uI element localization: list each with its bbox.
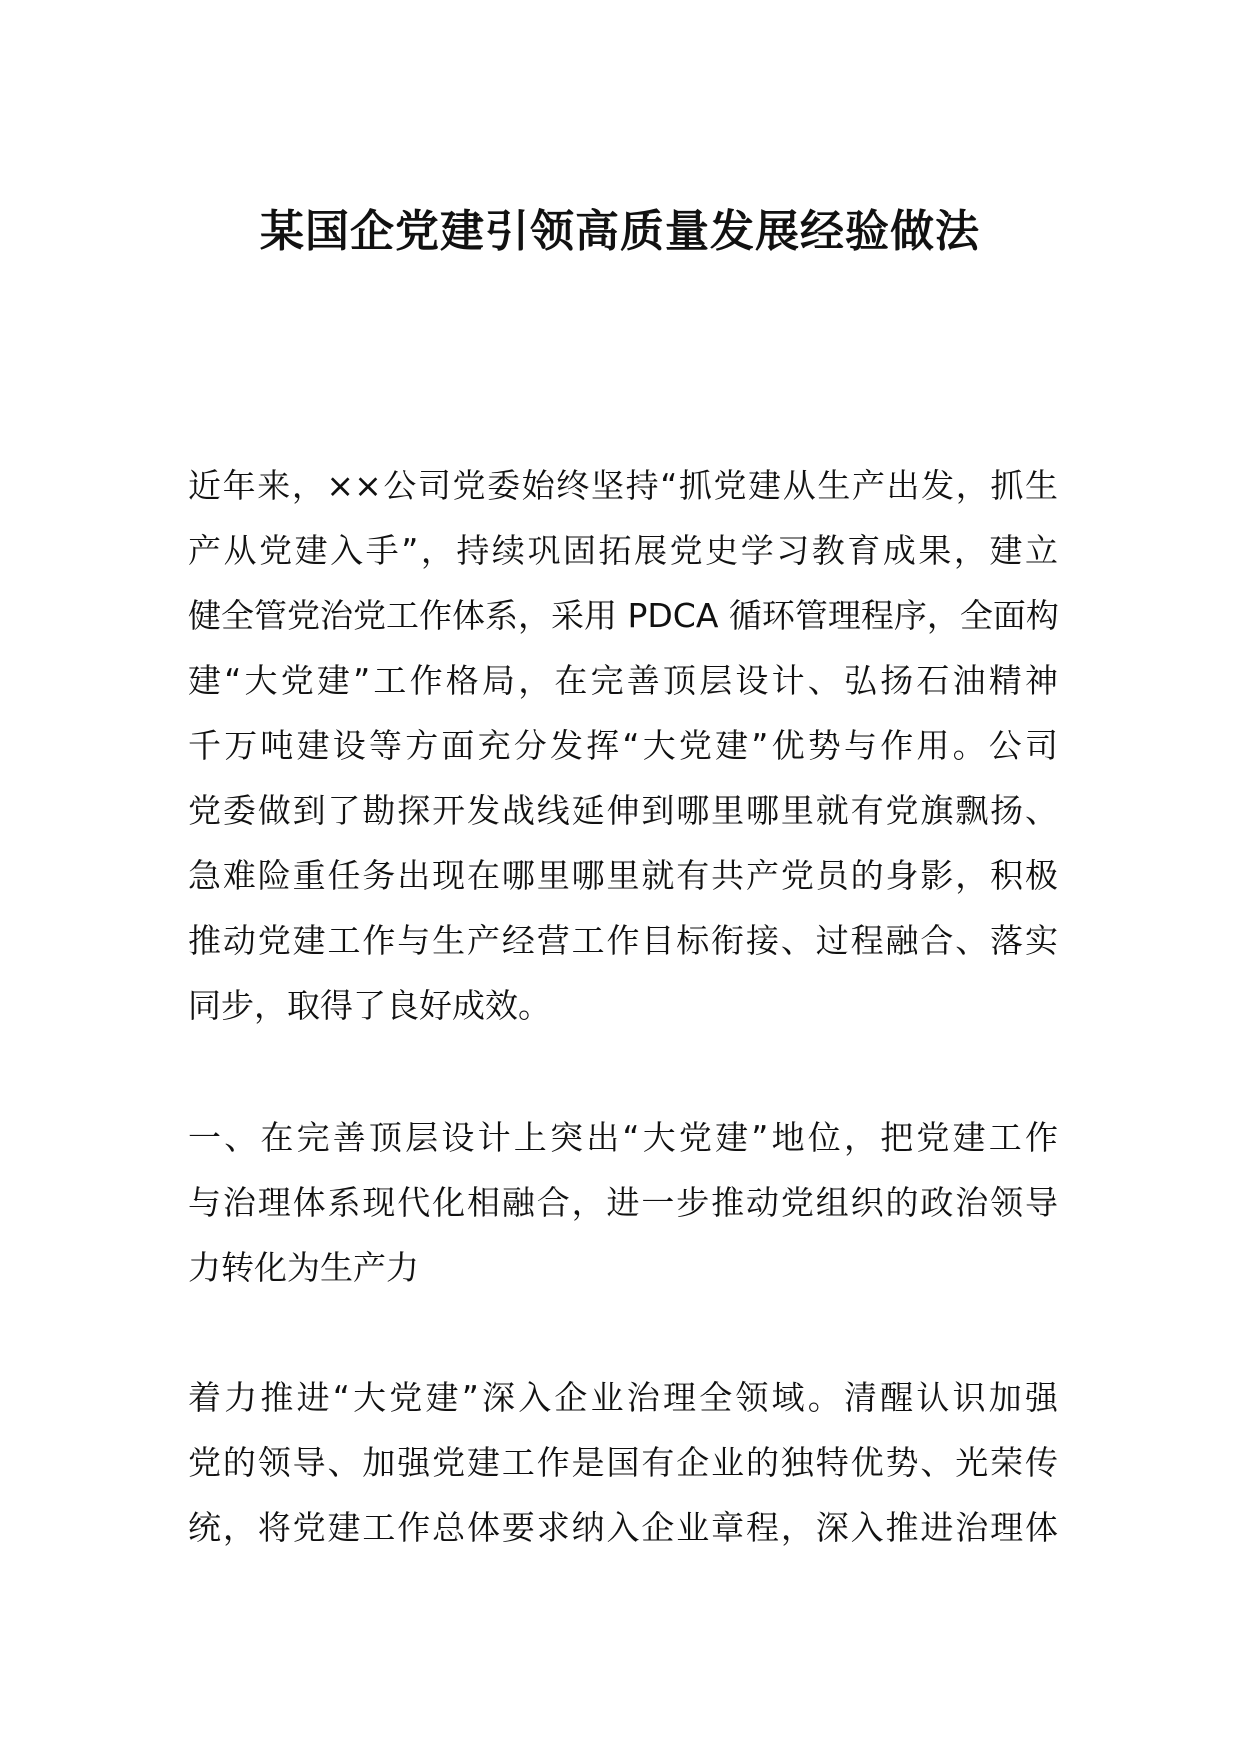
text-line: 统，将党建工作总体要求纳入企业章程，深入推进治理体 [188, 1508, 1058, 1547]
text-line: 一、在完善顶层设计上突出“大党建”地位，把党建工作 [188, 1118, 1058, 1157]
text-line: 同步，取得了良好成效。 [188, 986, 551, 1025]
text-line: 近年来，××公司党委始终坚持“抓党建从生产出发，抓生 [188, 466, 1058, 505]
text-line: 党委做到了勘探开发战线延伸到哪里哪里就有党旗飘扬、 [188, 791, 1058, 830]
intro-paragraph [188, 453, 1058, 1038]
text-line: 推动党建工作与生产经营工作目标衔接、过程融合、落实 [188, 921, 1058, 960]
text-line: 建“大党建”工作格局，在完善顶层设计、弘扬石油精神 [188, 661, 1058, 700]
document-title: 某国企党建引领高质量发展经验做法 [260, 206, 980, 257]
text-line: 健全管党治党工作体系，采用 PDCA 循环管理程序，全面构 [188, 596, 1059, 635]
section-heading [188, 1105, 1058, 1300]
text-line: 产从党建入手”，持续巩固拓展党史学习教育成果，建立 [188, 531, 1058, 570]
text-line: 着力推进“大党建”深入企业治理全领域。清醒认识加强 [188, 1378, 1058, 1417]
text-line: 千万吨建设等方面充分发挥“大党建”优势与作用。公司 [188, 726, 1058, 765]
text-line: 力转化为生产力 [188, 1248, 419, 1287]
text-line: 急难险重任务出现在哪里哪里就有共产党员的身影，积极 [188, 856, 1058, 895]
text-line: 党的领导、加强党建工作是国有企业的独特优势、光荣传 [188, 1443, 1058, 1482]
section-paragraph [188, 1365, 1058, 1560]
text-line: 与治理体系现代化相融合，进一步推动党组织的政治领导 [188, 1183, 1058, 1222]
